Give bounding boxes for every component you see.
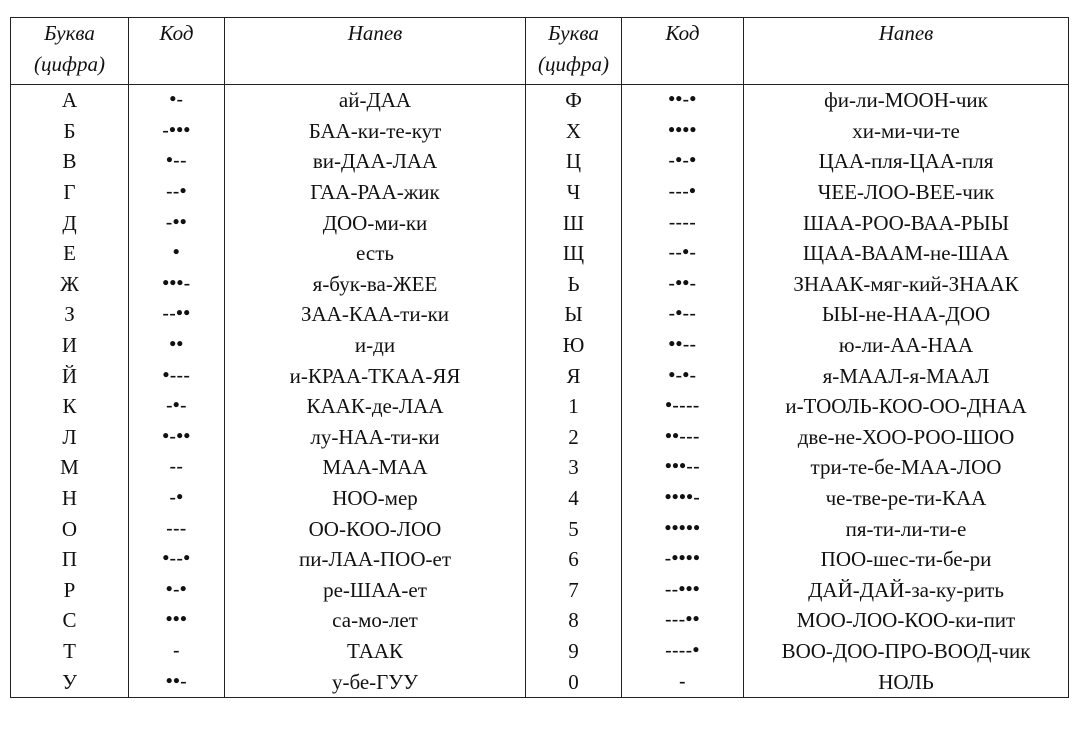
table-header-row (11, 18, 1069, 85)
code-cell-2: •-•- (622, 360, 744, 391)
code-cell-2: ----• (622, 636, 744, 667)
chant-cell: ви-ДАА-ЛАА (225, 146, 526, 177)
code-cell-2: •---- (622, 391, 744, 422)
letter-cell-2: Ы (526, 299, 622, 330)
chant-cell-2: две-не-ХОО-РОО-ШОО (744, 422, 1069, 453)
code-cell-2: •••• (622, 116, 744, 147)
chant-cell: БАА-ки-те-кут (225, 116, 526, 147)
letter-cell: О (11, 513, 129, 544)
header-letter-line2: (цифра) (34, 52, 105, 76)
chant-cell-2: ЦАА-пля-ЦАА-пля (744, 146, 1069, 177)
table-row (11, 146, 1069, 177)
table-row (11, 513, 1069, 544)
chant-cell: есть (225, 238, 526, 269)
code-cell: •• (129, 330, 225, 361)
code-cell: •-- (129, 146, 225, 177)
code-cell-2: ••••• (622, 513, 744, 544)
code-cell: -•• (129, 207, 225, 238)
chant-cell: я-бук-ва-ЖЕЕ (225, 269, 526, 300)
table-row (11, 452, 1069, 483)
letter-cell: Й (11, 360, 129, 391)
table-row (11, 575, 1069, 606)
chant-cell: НОО-мер (225, 483, 526, 514)
chant-cell-2: МОО-ЛОО-КОО-ки-пит (744, 605, 1069, 636)
header-letter-2 (526, 18, 622, 85)
code-cell: • (129, 238, 225, 269)
header-chant: Напев (225, 18, 526, 85)
header-code-2: Код (622, 18, 744, 85)
chant-cell: ДОО-ми-ки (225, 207, 526, 238)
letter-cell-2: 4 (526, 483, 622, 514)
letter-cell-2: Я (526, 360, 622, 391)
letter-cell-2: 6 (526, 544, 622, 575)
code-cell: -- (129, 452, 225, 483)
chant-cell: и-ди (225, 330, 526, 361)
chant-cell-2: ю-ли-АА-НАА (744, 330, 1069, 361)
letter-cell-2: 9 (526, 636, 622, 667)
code-cell-2: ••-• (622, 85, 744, 116)
letter-cell: М (11, 452, 129, 483)
header-letter-line1: Буква (44, 21, 95, 45)
letter-cell-2: Х (526, 116, 622, 147)
header-chant-2: Напев (744, 18, 1069, 85)
code-cell: •••- (129, 269, 225, 300)
chant-cell: КААК-де-ЛАА (225, 391, 526, 422)
code-cell: -••• (129, 116, 225, 147)
chant-cell: МАА-МАА (225, 452, 526, 483)
code-cell: •--- (129, 360, 225, 391)
header-letter-2-line1: Буква (548, 21, 599, 45)
chant-cell-2: пя-ти-ли-ти-е (744, 513, 1069, 544)
letter-cell: Б (11, 116, 129, 147)
letter-cell-2: 3 (526, 452, 622, 483)
letter-cell: Л (11, 422, 129, 453)
table-row (11, 483, 1069, 514)
code-cell: ••- (129, 666, 225, 697)
chant-cell-2: ДАЙ-ДАЙ-за-ку-рить (744, 575, 1069, 606)
letter-cell: С (11, 605, 129, 636)
letter-cell-2: Ч (526, 177, 622, 208)
code-cell: --- (129, 513, 225, 544)
code-cell-2: --••• (622, 575, 744, 606)
code-cell-2: ••••- (622, 483, 744, 514)
chant-cell-2: я-МААЛ-я-МААЛ (744, 360, 1069, 391)
chant-cell: ре-ШАА-ет (225, 575, 526, 606)
table-row (11, 605, 1069, 636)
letter-cell-2: Ь (526, 269, 622, 300)
letter-cell: Т (11, 636, 129, 667)
header-letter (11, 18, 129, 85)
chant-cell-2: НОЛЬ (744, 666, 1069, 697)
letter-cell-2: 8 (526, 605, 622, 636)
letter-cell-2: Ю (526, 330, 622, 361)
code-cell-2: - (622, 666, 744, 697)
table-row (11, 544, 1069, 575)
chant-cell: ЗАА-КАА-ти-ки (225, 299, 526, 330)
chant-cell: у-бе-ГУУ (225, 666, 526, 697)
table-row (11, 238, 1069, 269)
chant-cell-2: хи-ми-чи-те (744, 116, 1069, 147)
table-row (11, 391, 1069, 422)
code-cell: --•• (129, 299, 225, 330)
letter-cell-2: 2 (526, 422, 622, 453)
header-code: Код (129, 18, 225, 85)
chant-cell: ОО-КОО-ЛОО (225, 513, 526, 544)
code-cell: -•- (129, 391, 225, 422)
letter-cell: К (11, 391, 129, 422)
letter-cell: З (11, 299, 129, 330)
table-row (11, 299, 1069, 330)
letter-cell-2: 5 (526, 513, 622, 544)
morse-code-table (10, 17, 1069, 698)
header-letter-2-line2: (цифра) (538, 52, 609, 76)
letter-cell: Н (11, 483, 129, 514)
code-cell: ••• (129, 605, 225, 636)
letter-cell-2: Ц (526, 146, 622, 177)
chant-cell-2: ЫЫ-не-НАА-ДОО (744, 299, 1069, 330)
chant-cell-2: ЗНААК-мяг-кий-ЗНААК (744, 269, 1069, 300)
table-row (11, 85, 1069, 116)
chant-cell-2: ШАА-РОО-ВАА-РЫЫ (744, 207, 1069, 238)
chant-cell: ай-ДАА (225, 85, 526, 116)
code-cell: - (129, 636, 225, 667)
table-row (11, 636, 1069, 667)
table-row (11, 269, 1069, 300)
table-row (11, 207, 1069, 238)
code-cell-2: -•-• (622, 146, 744, 177)
morse-table-frame (10, 17, 1068, 710)
letter-cell: П (11, 544, 129, 575)
code-cell-2: --•- (622, 238, 744, 269)
table-row (11, 422, 1069, 453)
letter-cell-2: 7 (526, 575, 622, 606)
letter-cell: Ж (11, 269, 129, 300)
chant-cell: са-мо-лет (225, 605, 526, 636)
code-cell: --• (129, 177, 225, 208)
table-row (11, 666, 1069, 697)
letter-cell: Е (11, 238, 129, 269)
chant-cell: пи-ЛАА-ПОО-ет (225, 544, 526, 575)
letter-cell: А (11, 85, 129, 116)
code-cell: -• (129, 483, 225, 514)
chant-cell-2: фи-ли-МООН-чик (744, 85, 1069, 116)
letter-cell: Д (11, 207, 129, 238)
code-cell: •-•• (129, 422, 225, 453)
letter-cell-2: Ш (526, 207, 622, 238)
code-cell-2: ••--- (622, 422, 744, 453)
code-cell-2: ---• (622, 177, 744, 208)
code-cell-2: ---- (622, 207, 744, 238)
chant-cell: и-КРАА-ТКАА-ЯЯ (225, 360, 526, 391)
letter-cell: И (11, 330, 129, 361)
letter-cell: Г (11, 177, 129, 208)
chant-cell-2: ВОО-ДОО-ПРО-ВООД-чик (744, 636, 1069, 667)
chant-cell-2: че-тве-ре-ти-КАА (744, 483, 1069, 514)
letter-cell-2: Ф (526, 85, 622, 116)
letter-cell-2: Щ (526, 238, 622, 269)
code-cell-2: -•-- (622, 299, 744, 330)
code-cell: •-• (129, 575, 225, 606)
chant-cell-2: и-ТООЛЬ-КОО-ОО-ДНАА (744, 391, 1069, 422)
letter-cell: У (11, 666, 129, 697)
code-cell-2: -•••• (622, 544, 744, 575)
table-row (11, 360, 1069, 391)
code-cell: •--• (129, 544, 225, 575)
table-row (11, 177, 1069, 208)
code-cell-2: ---•• (622, 605, 744, 636)
letter-cell-2: 0 (526, 666, 622, 697)
letter-cell-2: 1 (526, 391, 622, 422)
table-row (11, 330, 1069, 361)
letter-cell: В (11, 146, 129, 177)
chant-cell: ГАА-РАА-жик (225, 177, 526, 208)
chant-cell-2: ЩАА-ВААМ-не-ШАА (744, 238, 1069, 269)
chant-cell-2: три-те-бе-МАА-ЛОО (744, 452, 1069, 483)
table-row (11, 116, 1069, 147)
chant-cell: ТААК (225, 636, 526, 667)
chant-cell-2: ПОО-шес-ти-бе-ри (744, 544, 1069, 575)
code-cell-2: •••-- (622, 452, 744, 483)
code-cell-2: -••- (622, 269, 744, 300)
code-cell: •- (129, 85, 225, 116)
letter-cell: Р (11, 575, 129, 606)
chant-cell-2: ЧЕЕ-ЛОО-ВЕЕ-чик (744, 177, 1069, 208)
code-cell-2: ••-- (622, 330, 744, 361)
chant-cell: лу-НАА-ти-ки (225, 422, 526, 453)
